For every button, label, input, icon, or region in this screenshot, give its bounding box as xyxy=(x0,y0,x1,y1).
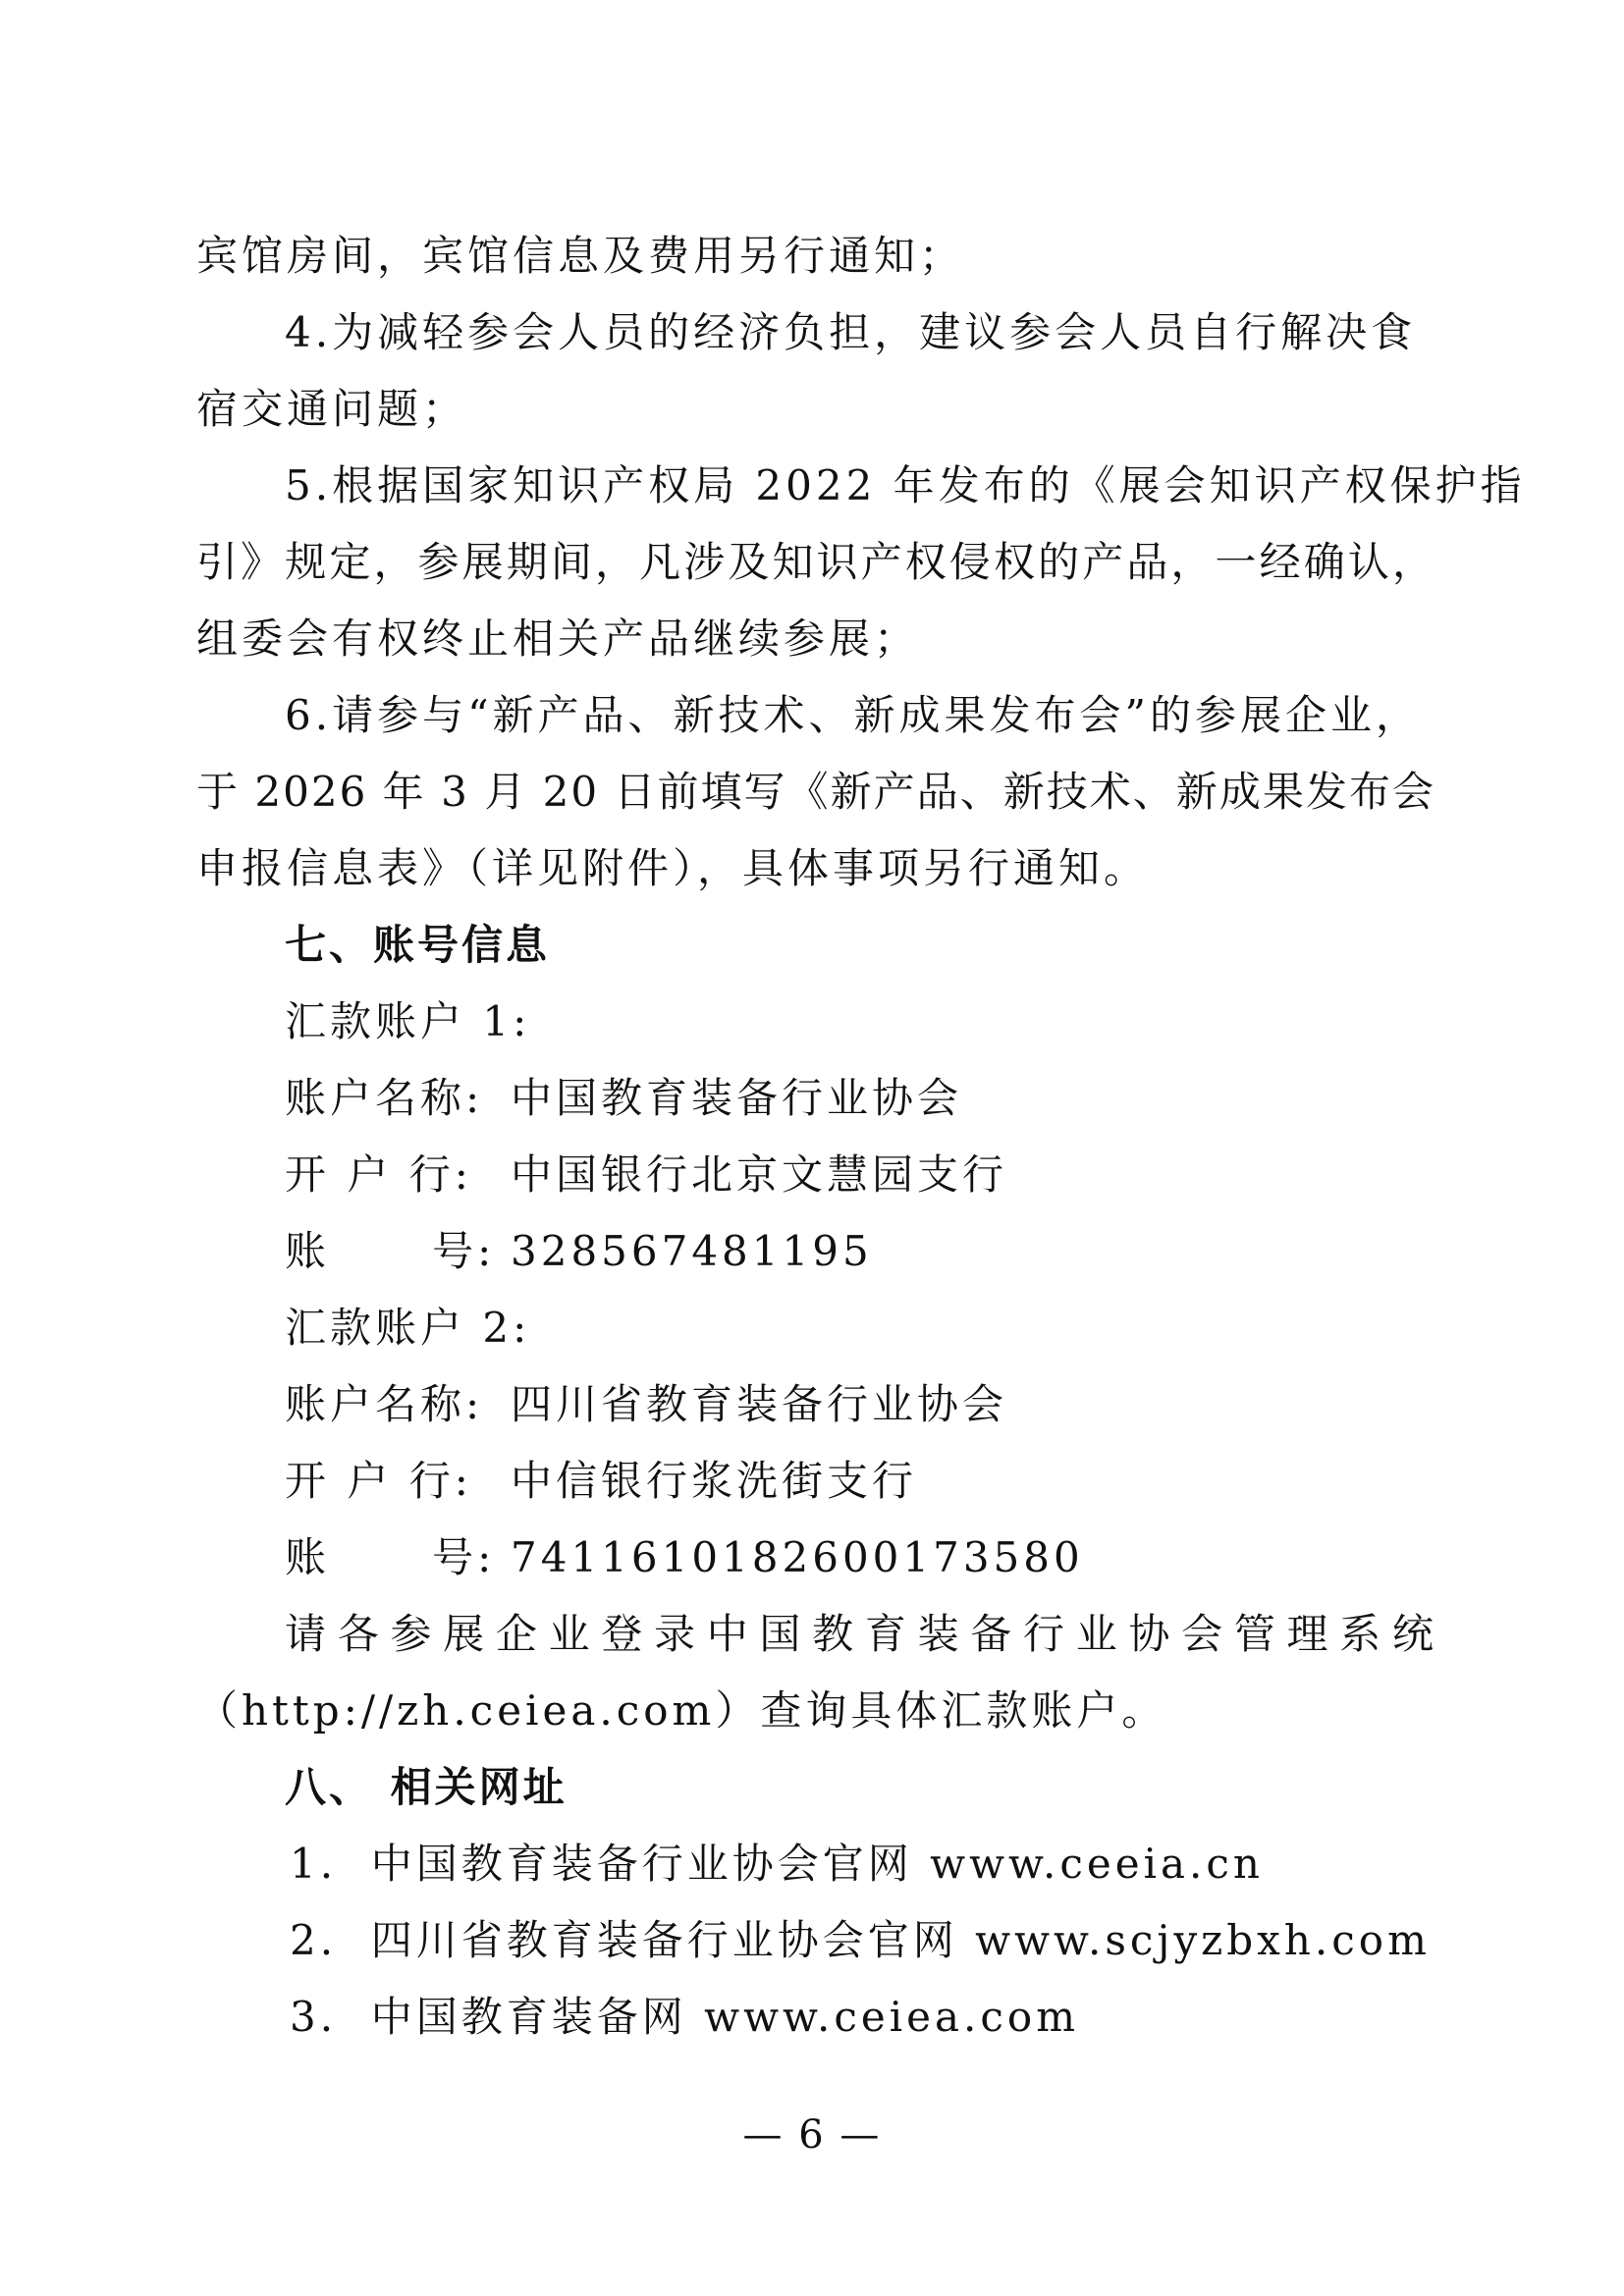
account-name-label: 账户名称: xyxy=(285,1074,484,1122)
account-number-value: 328567481195 xyxy=(511,1227,873,1275)
website-item-1: 1. 中国教育装备行业协会官网 www.ceeia.cn xyxy=(290,1840,1264,1888)
website-item-3: 3. 中国教育装备网 www.ceiea.com xyxy=(290,1993,1080,2041)
account-1-name-row xyxy=(285,1060,962,1137)
account-1-title: 汇款账户 1: xyxy=(285,997,531,1045)
bank-label: 开 户 行: xyxy=(285,1150,472,1199)
account-number-label: 账 号: xyxy=(285,1533,496,1581)
bank-value: 中信银行浆洗街支行 xyxy=(511,1457,918,1505)
section-8-heading: 八、 相关网址 xyxy=(285,1763,568,1811)
account-name-value: 四川省教育装备行业协会 xyxy=(511,1380,1008,1428)
account-1-number-row xyxy=(285,1213,873,1290)
body-line: 6.请参与“新产品、新技术、新成果发布会”的参展企业， xyxy=(285,691,1422,739)
account-2-number-row xyxy=(285,1520,1084,1596)
body-line: 宾馆房间，宾馆信息及费用另行通知； xyxy=(196,232,965,280)
section-7-heading: 七、账号信息 xyxy=(285,921,551,969)
body-line: 于 2026 年 3 月 20 日前填写《新产品、新技术、新成果发布会 xyxy=(196,768,1435,816)
website-item-2: 2. 四川省教育装备行业协会官网 www.scjyzbxh.com xyxy=(290,1916,1431,1964)
page-number: — 6 — xyxy=(742,2112,882,2158)
account-number-label: 账 号: xyxy=(285,1227,496,1275)
body-line: 5.根据国家知识产权局 2022 年发布的《展会知识产权保护指 xyxy=(285,461,1526,509)
body-line: 宿交通问题； xyxy=(196,385,468,433)
account-2-bank-row xyxy=(285,1443,917,1520)
body-line: 4.为减轻参会人员的经济负担，建议参会人员自行解决食 xyxy=(285,308,1417,356)
account-number-value: 7411610182600173580 xyxy=(511,1533,1084,1581)
account-2-title: 汇款账户 2: xyxy=(285,1304,531,1352)
account-2-name-row xyxy=(285,1366,1007,1443)
body-line: 申报信息表》（详见附件），具体事项另行通知。 xyxy=(196,844,1150,892)
account-1-bank-row xyxy=(285,1137,1007,1213)
bank-label: 开 户 行: xyxy=(285,1457,472,1505)
remittance-note: 请各参展企业登录中国教育装备行业协会管理系统 xyxy=(285,1610,1435,1658)
account-name-value: 中国教育装备行业协会 xyxy=(511,1074,963,1122)
body-line: 引》规定，参展期间，凡涉及知识产权侵权的产品，一经确认， xyxy=(196,538,1435,586)
body-line: 组委会有权终止相关产品继续参展； xyxy=(196,614,920,663)
account-name-label: 账户名称: xyxy=(285,1380,484,1428)
bank-value: 中国银行北京文慧园支行 xyxy=(511,1150,1008,1199)
remittance-note-link: （http://zh.ceiea.com）查询具体汇款账户。 xyxy=(196,1686,1167,1735)
